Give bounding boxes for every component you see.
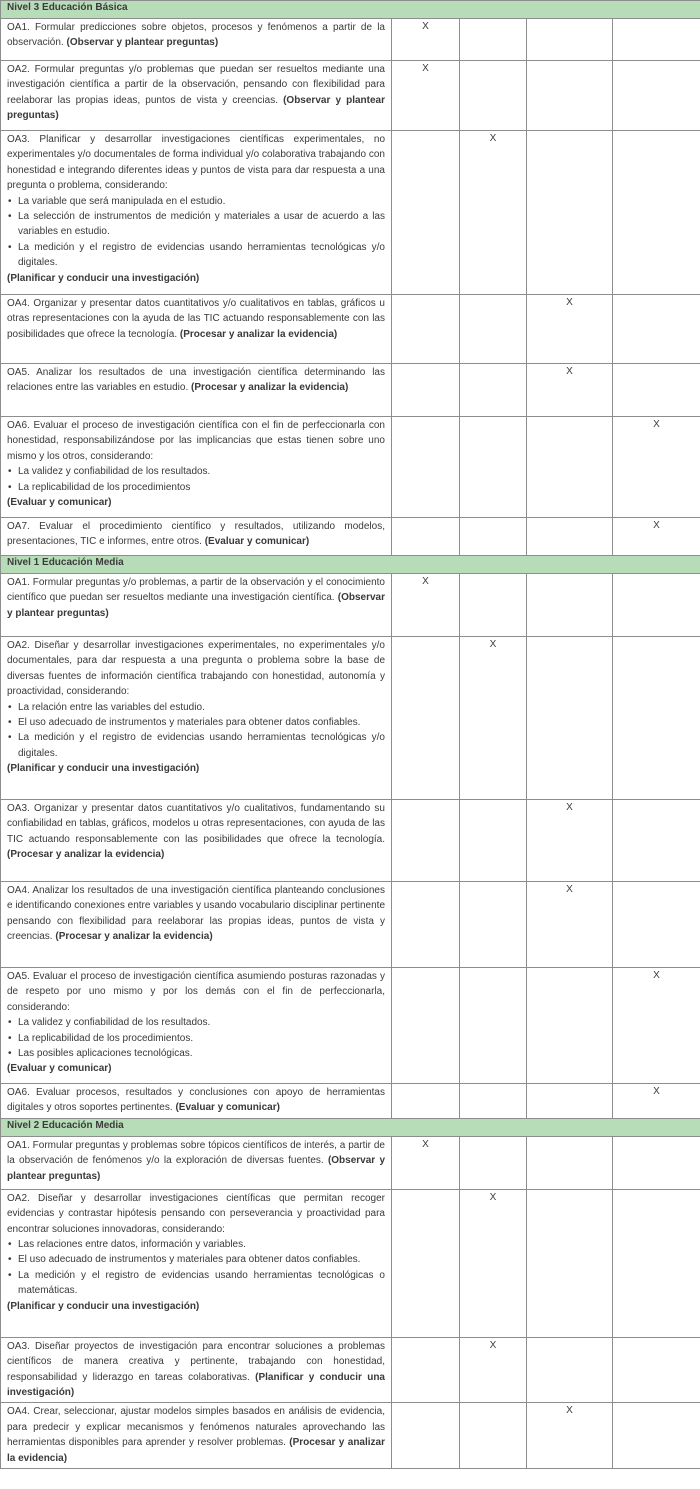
objective-intro: OA2. Diseñar y desarrollar investigaciones experimentales, no experimentales y/o documentales, para dar respuesta a una pregunta o problema sobre la base de diversas fuentes de información científica trabajando con honestidad, autonomía y proactividad, considerando: — [7, 640, 385, 698]
objective-text — [1, 1337, 392, 1403]
skill-label: (Procesar y analizar la evidencia) — [191, 382, 349, 394]
mark-cell — [392, 1084, 460, 1119]
mark-cell — [527, 19, 613, 61]
mark-cell — [460, 1084, 527, 1119]
mark-cell — [460, 19, 527, 61]
mark-cell: X — [527, 800, 613, 882]
mark-cell — [613, 637, 700, 800]
mark-cell — [613, 1403, 700, 1469]
objective-intro: OA5. Analizar los resultados de una investigación científica determinando las relaciones entre las variables en estudio. — [7, 367, 385, 394]
skill-label: (Planificar y conducir una investigación) — [7, 1371, 385, 1399]
criteria-item: • Las relaciones entre datos, información y variables. — [18, 1237, 385, 1252]
objective-intro: OA6. Evaluar procesos, resultados y conclusiones con apoyo de herramientas digitales y otros soportes pertinentes. — [7, 1087, 385, 1114]
criteria-list — [7, 464, 385, 495]
objective-text — [1, 574, 392, 637]
mark-cell — [392, 364, 460, 417]
objective-intro: OA4. Crear, seleccionar, ajustar modelos simples basados en análisis de evidencia, para predecir y explicar mecanismos y fenómenos naturales aprovechando las herramientas disponibles para aprender y resolver problemas. — [7, 1406, 385, 1449]
objective-text — [1, 19, 392, 61]
skill-label: (Observar y plantear preguntas) — [7, 94, 386, 122]
mark-cell — [392, 1189, 460, 1337]
mark-cell — [613, 800, 700, 882]
mark-cell — [527, 1084, 613, 1119]
criteria-item: • La selección de instrumentos de medición y materiales a usar de acuerdo a las variables en estudio. — [18, 209, 385, 240]
mark-cell — [460, 800, 527, 882]
mark-cell — [527, 968, 613, 1084]
criteria-item: • La validez y confiabilidad de los resultados. — [18, 464, 385, 479]
mark-cell: X — [460, 637, 527, 800]
objective-row — [1, 1337, 700, 1403]
objective-intro: OA3. Diseñar proyectos de investigación para encontrar soluciones a problemas científicos de manera creativa y pertinente, trabajando con honestidad, responsabilidad y liderazgo en tareas colaborativas. — [7, 1340, 385, 1383]
mark-cell — [460, 574, 527, 637]
skill-label: (Observar y plantear preguntas) — [7, 1155, 386, 1182]
objective-text — [1, 800, 392, 882]
mark-cell — [613, 882, 700, 968]
skill-label: (Evaluar y comunicar) — [204, 536, 310, 548]
mark-cell — [460, 518, 527, 556]
criteria-list — [7, 1237, 385, 1299]
mark-cell — [527, 574, 613, 637]
objective-row — [1, 574, 700, 637]
mark-cell: X — [613, 417, 700, 518]
skill-label: (Procesar y analizar la evidencia) — [55, 931, 213, 943]
mark-cell — [392, 131, 460, 295]
level-title: Nivel 3 Educación Básica — [1, 1, 700, 19]
mark-cell — [460, 364, 527, 417]
objective-intro: OA1. Formular preguntas y/o problemas, a partir de la observación y el conocimiento científico que puedan ser resueltos mediante una investigación científica. — [7, 577, 385, 604]
level-header-row — [1, 556, 700, 574]
mark-cell — [392, 800, 460, 882]
mark-cell — [527, 417, 613, 518]
mark-cell — [392, 295, 460, 364]
objective-text — [1, 295, 392, 364]
mark-cell — [392, 1337, 460, 1403]
mark-cell — [613, 574, 700, 637]
objective-row — [1, 968, 700, 1084]
skill-label: (Procesar y analizar la evidencia) — [7, 1437, 385, 1464]
skill-label: (Procesar y analizar la evidencia) — [179, 328, 338, 340]
mark-cell: X — [392, 1136, 460, 1189]
mark-cell — [460, 1403, 527, 1469]
level-header-row — [1, 1, 700, 19]
mark-cell: X — [527, 882, 613, 968]
objective-intro: OA3. Organizar y presentar datos cuantitativos y/o cualitativos, fundamentando su confiabilidad en tablas, gráficos, modelos u otras representaciones, con ayuda de las TIC actuando responsablemente con las posibilidades que ofrece la tecnología. — [7, 803, 385, 845]
criteria-item: • El uso adecuado de instrumentos y materiales para obtener datos confiables. — [18, 1252, 385, 1267]
objective-text — [1, 1403, 392, 1469]
mark-cell: X — [527, 364, 613, 417]
objective-text — [1, 1189, 392, 1337]
criteria-item: • Las posibles aplicaciones tecnológicas. — [18, 1046, 385, 1061]
objective-intro: OA2. Diseñar y desarrollar investigaciones científicas que permitan recoger evidencias y contrastar hipótesis pensando con perseverancia y proactividad para encontrar soluciones innovadoras, considerando: — [7, 1192, 385, 1235]
objective-text — [1, 968, 392, 1084]
skill-label: (Observar y plantear preguntas) — [66, 37, 219, 49]
mark-cell — [527, 1337, 613, 1403]
objective-intro: OA2. Formular preguntas y/o problemas que puedan ser resueltos mediante una investigación científica a partir de la observación, pensando con flexibilidad para reelaborar las propias ideas, puntos de vista y creencias. — [7, 64, 385, 106]
mark-cell — [527, 1189, 613, 1337]
skill-label: (Evaluar y comunicar) — [7, 497, 112, 509]
objective-text — [1, 61, 392, 131]
objective-text — [1, 1084, 392, 1119]
mark-cell — [392, 1403, 460, 1469]
criteria-item: • La variable que será manipulada en el estudio. — [18, 194, 385, 209]
objective-row — [1, 637, 700, 800]
mark-cell — [392, 637, 460, 800]
mark-cell — [392, 968, 460, 1084]
objective-row — [1, 19, 700, 61]
objective-row — [1, 518, 700, 556]
mark-cell — [613, 1337, 700, 1403]
criteria-item: • El uso adecuado de instrumentos y materiales para obtener datos confiables. — [18, 715, 385, 730]
level-title: Nivel 2 Educación Media — [1, 1118, 700, 1136]
objective-intro: OA4. Analizar los resultados de una investigación científica planteando conclusiones e identificando conexiones entre variables y usando vocabulario disciplinar pertinente pensando con flexibilidad para reelaborar las propias ideas, puntos de vista y creencias. — [7, 885, 386, 943]
skill-label: (Observar y plantear preguntas) — [7, 592, 385, 619]
skill-label: (Procesar y analizar la evidencia) — [7, 849, 165, 861]
mark-cell: X — [460, 1189, 527, 1337]
level-header-row — [1, 1118, 700, 1136]
objective-intro: OA7. Evaluar el procedimiento científico y resultados, utilizando modelos, presentaciones, TIC e informes, entre otros. — [7, 521, 385, 548]
mark-cell: X — [613, 518, 700, 556]
level-title: Nivel 1 Educación Media — [1, 556, 700, 574]
mark-cell — [460, 295, 527, 364]
objective-intro: OA6. Evaluar el proceso de investigación científica con el fin de perfeccionarla con honestidad, responsabilizándose por las implicancias que estas tienen sobre uno mismo y los otros, considerando: — [7, 420, 385, 462]
skill-label: (Planificar y conducir una investigación) — [7, 1300, 200, 1312]
mark-cell — [460, 968, 527, 1084]
mark-cell — [460, 417, 527, 518]
mark-cell — [527, 637, 613, 800]
objective-row — [1, 417, 700, 518]
objective-text — [1, 131, 392, 295]
mark-cell — [613, 1189, 700, 1337]
mark-cell: X — [392, 19, 460, 61]
objective-row — [1, 882, 700, 968]
objective-text — [1, 417, 392, 518]
criteria-list — [7, 1015, 385, 1061]
mark-cell — [613, 364, 700, 417]
mark-cell — [460, 61, 527, 131]
mark-cell — [392, 882, 460, 968]
mark-cell — [613, 1136, 700, 1189]
criteria-item: • La medición y el registro de evidencias usando herramientas tecnológicas y/o digitales. — [18, 240, 385, 271]
mark-cell — [613, 131, 700, 295]
objective-text — [1, 882, 392, 968]
mark-cell: X — [392, 574, 460, 637]
skill-label: (Planificar y conducir una investigación) — [7, 272, 200, 284]
objective-row — [1, 131, 700, 295]
mark-cell — [392, 417, 460, 518]
objective-row — [1, 1189, 700, 1337]
objective-text — [1, 1136, 392, 1189]
mark-cell: X — [392, 61, 460, 131]
criteria-list — [7, 194, 385, 271]
criteria-item: • La relación entre las variables del estudio. — [18, 700, 385, 715]
mark-cell: X — [613, 968, 700, 1084]
mark-cell — [527, 518, 613, 556]
skill-label: (Evaluar y comunicar) — [7, 1063, 112, 1075]
criteria-item: • La medición y el registro de evidencias usando herramientas tecnológicas y/o digitales. — [18, 730, 385, 761]
criteria-item: • La validez y confiabilidad de los resultados. — [18, 1015, 385, 1030]
objective-intro: OA1. Formular predicciones sobre objetos, procesos y fenómenos a partir de la observación. — [7, 22, 385, 49]
mark-cell — [460, 882, 527, 968]
objective-row — [1, 364, 700, 417]
criteria-list — [7, 700, 385, 762]
objective-row — [1, 1136, 700, 1189]
mark-cell — [460, 1136, 527, 1189]
mark-cell: X — [527, 1403, 613, 1469]
mark-cell: X — [527, 295, 613, 364]
mark-cell — [613, 61, 700, 131]
criteria-item: • La replicabilidad de los procedimientos. — [18, 1031, 385, 1046]
objective-text — [1, 637, 392, 800]
objective-intro: OA5. Evaluar el proceso de investigación científica asumiendo posturas razonadas y de respeto por uno mismo y por los demás con el fin de perfeccionarla, considerando: — [7, 971, 385, 1013]
mark-cell — [392, 518, 460, 556]
objective-text — [1, 518, 392, 556]
objective-row — [1, 1403, 700, 1469]
mark-cell: X — [613, 1084, 700, 1119]
objective-row — [1, 1084, 700, 1119]
mark-cell: X — [460, 1337, 527, 1403]
criteria-item: • La replicabilidad de los procedimientos — [18, 480, 385, 495]
mark-cell — [613, 295, 700, 364]
criteria-item: • La medición y el registro de evidencias usando herramientas tecnológicas o matemáticas. — [18, 1268, 385, 1299]
skill-label: (Planificar y conducir una investigación) — [7, 763, 200, 775]
mark-cell — [527, 1136, 613, 1189]
objective-intro: OA4. Organizar y presentar datos cuantitativos y/o cualitativos en tablas, gráficos u otras representaciones con la ayuda de las TIC actuando responsablemente con las posibilidades que ofrece la tecnología. — [7, 298, 385, 340]
table-body — [1, 1, 700, 1469]
mark-cell — [527, 61, 613, 131]
objective-intro: OA1. Formular preguntas y problemas sobre tópicos científicos de interés, a partir de la observación de fenómenos y/o la exploración de diversas fuentes. — [7, 1139, 385, 1167]
objective-row — [1, 800, 700, 882]
objective-intro: OA3. Planificar y desarrollar investigaciones científicas experimentales, no experimentales y/o documentales de forma individual y/o colaborativa trabajando con honestidad e integrando diferentes ideas y puntos de vista para dar respuesta a una pregunta o problema, considerando: — [7, 134, 385, 192]
skill-label: (Evaluar y comunicar) — [175, 1102, 280, 1114]
mark-cell — [527, 131, 613, 295]
mark-cell: X — [460, 131, 527, 295]
objective-text — [1, 364, 392, 417]
objective-row — [1, 61, 700, 131]
mark-cell — [613, 19, 700, 61]
objective-row — [1, 295, 700, 364]
